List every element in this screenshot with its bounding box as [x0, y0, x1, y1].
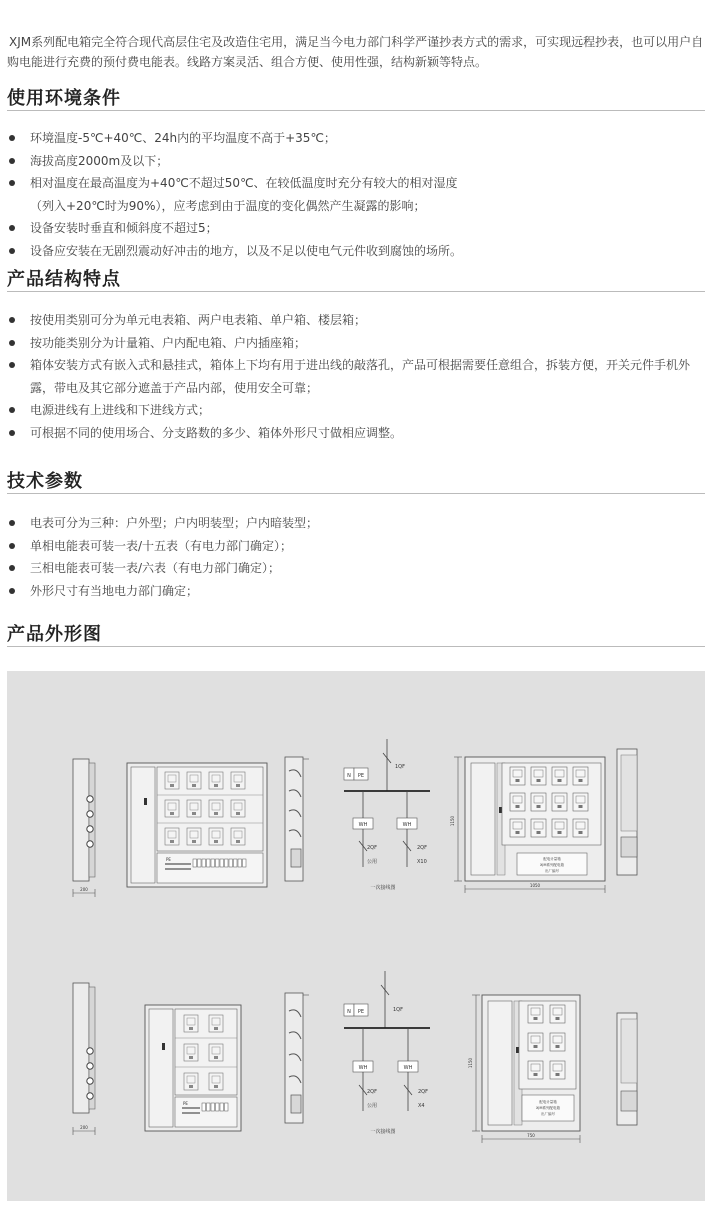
- bottom-pe-label: PE: [183, 1101, 188, 1106]
- section-divider: [7, 291, 705, 292]
- section-divider: [7, 110, 705, 111]
- section-title-drawings: 产品外形图: [7, 624, 102, 645]
- bottom-nameplate-3: 出厂编号: [541, 1112, 555, 1116]
- bottom-count: X4: [418, 1103, 425, 1109]
- bottom-nameplate-1: 配电计量箱: [539, 1100, 557, 1104]
- bottom-side-dim: 200: [80, 1125, 88, 1130]
- top-front-view: [127, 763, 267, 887]
- top-count: X10: [417, 859, 427, 865]
- top-pe-box: PE: [357, 773, 365, 779]
- bottom-wh-left: WH: [358, 1065, 368, 1071]
- section-title-environment: 使用环境条件: [7, 88, 121, 109]
- top-public: 公用: [367, 859, 378, 865]
- list-item: 箱体安装方式有嵌入式和悬挂式，箱体上下均有用于进出线的敲落孔，产品可根据需要任意组合，拆装方便，开关元件手机外: [7, 354, 707, 377]
- bottom-profile-view: [285, 993, 309, 1123]
- list-item: 设备安装时垂直和倾斜度不超过5；: [7, 217, 707, 240]
- bottom-n-label: N: [347, 1009, 351, 1015]
- list-item-continued: 露，带电及其它部分遮盖于产品内部，使用安全可靠；: [30, 380, 319, 395]
- list-item: 可根据不同的使用场合、分支路数的多少、箱体外形尺寸做相应调整。: [7, 422, 707, 445]
- intro-paragraph: XJM系列配电箱完全符合现代高层住宅及改造住宅用，满足当今电力部门科学严谨抄表方式的需求，可实现远程抄表，也可以用户自购电能进行充费的预付费电能表。线路方案灵活、组合方便、使用性强，结构新颖等特点。: [7, 35, 704, 69]
- list-item: 环境温度-5℃+40℃、24h内的平均温度不高于+35℃；: [7, 127, 707, 150]
- bottom-front-view: [145, 1005, 241, 1131]
- bottom-caption: 一次接线图: [370, 1129, 396, 1135]
- section-title-structure: 产品结构特点: [7, 269, 121, 290]
- list-item: 按使用类别可分为单元电表箱、两户电表箱、单户箱、楼层箱；: [7, 309, 707, 332]
- list-item: 电表可分为三种：户外型；户内明装型；户内暗装型；: [7, 512, 707, 535]
- top-nameplate-1: 配电计量箱: [543, 857, 561, 861]
- section-title-params: 技术参数: [7, 471, 83, 492]
- bottom-wiring-diagram: [344, 971, 430, 1135]
- environment-list: [7, 127, 707, 262]
- bottom-qf2-right: 2QF: [418, 1089, 428, 1095]
- bottom-height-dim: 1150: [468, 1057, 473, 1069]
- section-divider: [7, 646, 705, 647]
- bottom-elevation-view: [468, 995, 637, 1143]
- top-n-label: N: [347, 773, 351, 779]
- structure-list: [7, 309, 707, 444]
- list-item: 相对温度在最高温度为+40℃不超过50℃、在较低温度时充分有较大的相对湿度: [7, 172, 707, 195]
- top-side-view: [73, 759, 95, 897]
- list-item: 设备应安装在无剧烈震动好冲击的地方，以及不足以使电气元件收到腐蚀的场所。: [7, 240, 707, 263]
- top-qf2-left: 2QF: [367, 845, 377, 851]
- outline-drawing-svg: [7, 671, 705, 1201]
- top-pe-label: PE: [166, 857, 171, 862]
- product-outline-drawing: [7, 671, 705, 1201]
- top-caption: 一次接线图: [370, 885, 396, 891]
- bottom-wh-right: WH: [403, 1065, 413, 1071]
- list-item: 海拔高度2000m及以下；: [7, 150, 707, 173]
- top-side-dim: 200: [80, 887, 88, 892]
- top-nameplate-3: 出厂编号: [545, 869, 559, 873]
- bottom-qf2-left: 2QF: [367, 1089, 377, 1095]
- bottom-pe-box: PE: [357, 1009, 365, 1015]
- top-wh-right: WH: [402, 822, 412, 828]
- top-nameplate-2: XJM系列配电箱: [540, 863, 564, 867]
- list-item: 三相电能表可装一表/六表（有电力部门确定）；: [7, 557, 707, 580]
- top-width-dim: 1050: [529, 883, 541, 888]
- top-qf1: 1QF: [395, 764, 405, 770]
- list-item: 单相电能表可装一表/十五表（有电力部门确定）；: [7, 535, 707, 558]
- top-wiring-diagram: [344, 739, 430, 891]
- bottom-qf1: 1QF: [393, 1007, 403, 1013]
- list-item: 外形尺寸有当地电力部门确定；: [7, 580, 707, 603]
- top-wh-left: WH: [358, 822, 368, 828]
- top-profile-view: [285, 757, 309, 881]
- list-item: 按功能类别分为计量箱、户内配电箱、户内插座箱；: [7, 332, 707, 355]
- params-list: [7, 512, 707, 602]
- top-elevation-view: [450, 749, 637, 893]
- list-item: 电源进线有上进线和下进线方式；: [7, 399, 707, 422]
- bottom-nameplate-2: XJM系列配电箱: [536, 1106, 560, 1110]
- top-height-dim: 1150: [450, 815, 455, 827]
- bottom-width-dim: 750: [527, 1133, 535, 1138]
- bottom-side-view: [73, 983, 95, 1135]
- top-qf2-right: 2QF: [417, 845, 427, 851]
- list-item-continued: （列入+20℃时为90%），应考虑到由于温度的变化偶然产生凝露的影响；: [30, 198, 426, 213]
- bottom-public: 公用: [367, 1103, 378, 1109]
- section-divider: [7, 493, 705, 494]
